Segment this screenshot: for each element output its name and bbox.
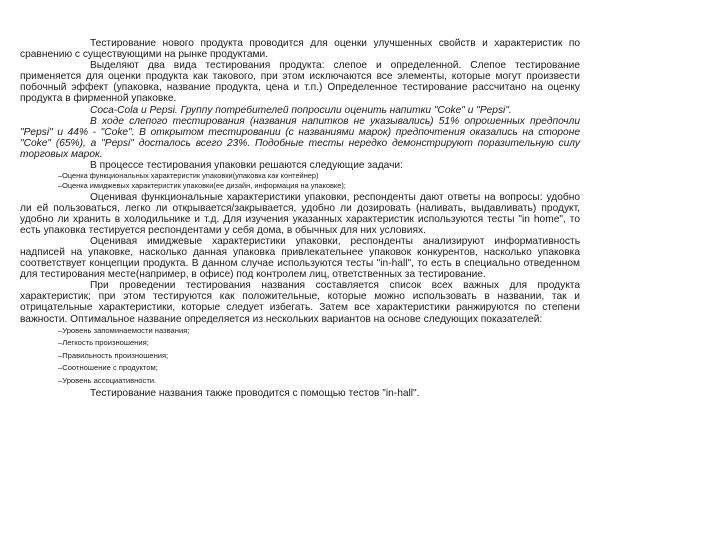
- packaging-intro: В процессе тестирования упаковки решаются следующие задачи:: [90, 160, 403, 172]
- functional-paragraph: Оценивая функциональные характеристики упаковки, респонденты дают ответы на вопросы: удобно ли ей пользоваться, легко ли открывается/закрывается, удобно ли дозировать (наливать, выдавливать) продукт, удобно ли хранить в холодильнике и т.д. Для изучения указанных характеристик используются тесты "in home", то есть упаковка тестируется респондентами у себя дома, в обычных для них условиях.: [20, 191, 580, 236]
- packaging-task-item: –Оценка имиджевых характеристик упаковки(ее дизайн, информация на упаковке);: [58, 181, 346, 191]
- cola-example-paragraph-2: В ходе слепого тестирования (названия напитков не указывались) 51% опрошенных предпочли "Pepsi" и 44% - "Coke". В открытом тестировании (с названиями марок) предпочтения оказались на стороне "Coke" (65%), а "Pepsi" досталось всего 23%. Подобные тесты нередко демонстрируют поразительную силу торговых марок.: [20, 115, 580, 160]
- packaging-task-item: –Оценка функциональных характеристик упаковки(упаковка как контейнер): [58, 171, 319, 181]
- cola-example-paragraph-1: Coca-Cola и Pepsi. Группу потребителей попросили оценить напитки "Coke" и "Pepsi".: [90, 104, 512, 116]
- naming-criterion-item: –Легкость произношения;: [58, 338, 149, 348]
- document-page: [20, 38, 580, 399]
- blind-test-paragraph: Выделяют два вида тестирования продукта: слепое и определенной. Слепое тестирование применяется для оценки продукта как такового, при этом исключаются все элементы, которые могут произвести побочный эффект (упаковка, название продукта, цена и т.п.) Определенное тестирование рассчитано на оценку продукта в фирменной упаковке.: [20, 60, 580, 105]
- intro-paragraph: Тестирование нового продукта проводится для оценки улучшенных свойств и характеристик по сравнению с существующими на рынке продуктами.: [20, 38, 580, 61]
- image-paragraph: Оценивая имиджевые характеристики упаковки, респонденты анализируют информативность надписей на упаковке, насколько данная упаковка привлекательнее упаковок конкурентов, насколько упаковка соответствует концепции продукта. В данном случае используются тесты "in-hall", то есть в специально отведенном для тестирования месте(например, в офисе) под контролем лиц, ответственных за тестирование.: [20, 235, 580, 281]
- closing-paragraph: Тестирование названия также проводится с помощью тестов "in-hall".: [90, 387, 420, 399]
- naming-criterion-item: –Уровень запоминаемости названия;: [58, 325, 190, 335]
- naming-criterion-item: –Правильность произношения;: [58, 350, 169, 360]
- naming-criterion-item: –Уровень ассоциативности.: [58, 376, 157, 386]
- naming-paragraph: При проведении тестирования названия составляется список всех важных для продукта характеристик; при этом тестируются как положительные, которые можно использовать в названии, так и отрицательные характеристики, которые следует избегать. Затем все характеристики ранжируются по степени важности. Оптимальное название определяется из нескольких вариантов на основе следующих показателей:: [20, 280, 580, 325]
- naming-criterion-item: –Соотношение с продуктом;: [58, 363, 158, 373]
